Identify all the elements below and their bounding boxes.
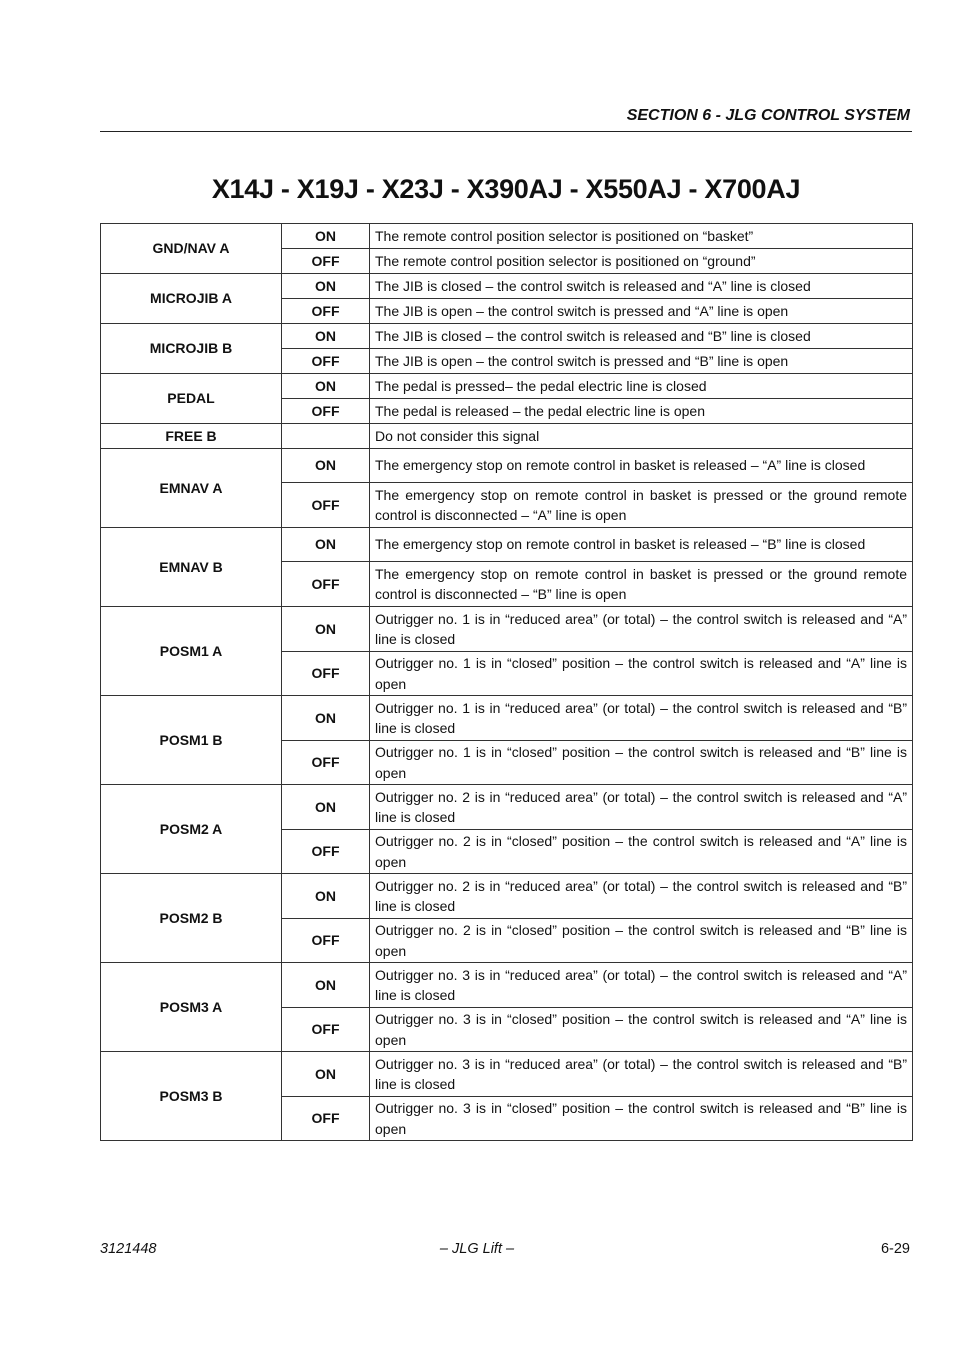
signal-name-cell: GND/NAV A — [101, 224, 282, 274]
signal-name-cell: POSM1 A — [101, 607, 282, 696]
table-row — [101, 528, 913, 562]
signal-name-cell: EMNAV B — [101, 528, 282, 607]
signal-state-cell: OFF — [282, 249, 370, 274]
signal-state-cell: ON — [282, 324, 370, 349]
signal-state-cell: OFF — [282, 483, 370, 528]
signal-state-cell: ON — [282, 785, 370, 830]
table-row — [101, 424, 913, 449]
page-header — [100, 105, 912, 132]
signal-description-cell: The remote control position selector is positioned on “basket” — [370, 224, 913, 249]
signal-state-cell: OFF — [282, 652, 370, 696]
signal-description-cell: Outrigger no. 3 is in “reduced area” (or total) – the control switch is released and “A” line is closed — [370, 963, 913, 1008]
signal-state-cell: ON — [282, 874, 370, 919]
signal-description-cell: Outrigger no. 2 is in “closed” position – the control switch is released and “B” line is open — [370, 919, 913, 963]
section-title: SECTION 6 - JLG CONTROL SYSTEM — [626, 107, 910, 124]
signal-state-cell: OFF — [282, 1097, 370, 1141]
signal-description-cell: The JIB is closed – the control switch is released and “B” line is closed — [370, 324, 913, 349]
table-row — [101, 963, 913, 1008]
signal-state-cell: OFF — [282, 919, 370, 963]
page-title: X14J - X19J - X23J - X390AJ - X550AJ - X700AJ — [211, 174, 801, 204]
signal-state-cell: ON — [282, 274, 370, 299]
signal-description-cell: Outrigger no. 1 is in “reduced area” (or total) – the control switch is released and “A” line is closed — [370, 607, 913, 652]
signal-state-cell: ON — [282, 696, 370, 741]
signal-name-cell: MICROJIB B — [101, 324, 282, 374]
signal-name-cell: POSM2 A — [101, 785, 282, 874]
signal-description-cell: Outrigger no. 1 is in “closed” position – the control switch is released and “A” line is open — [370, 652, 913, 696]
signal-description-cell: Outrigger no. 3 is in “reduced area” (or total) – the control switch is released and “B” line is closed — [370, 1052, 913, 1097]
signal-state-cell — [282, 424, 370, 449]
signal-state-cell: ON — [282, 1052, 370, 1097]
table-row — [101, 324, 913, 349]
table-row — [101, 874, 913, 919]
signal-description-cell: The emergency stop on remote control in basket is pressed or the ground remote control is disconnected – “B” line is open — [370, 562, 913, 607]
signal-description-cell: Outrigger no. 3 is in “closed” position – the control switch is released and “B” line is open — [370, 1097, 913, 1141]
signal-name-cell: FREE B — [101, 424, 282, 449]
signal-state-cell: OFF — [282, 830, 370, 874]
signal-description-cell: The pedal is pressed– the pedal electric line is closed — [370, 374, 913, 399]
signal-table — [100, 223, 913, 1141]
signal-description-cell: Outrigger no. 2 is in “reduced area” (or total) – the control switch is released and “A” line is closed — [370, 785, 913, 830]
table-row — [101, 1052, 913, 1097]
signal-state-cell: ON — [282, 374, 370, 399]
signal-description-cell: The emergency stop on remote control in basket is pressed or the ground remote control is disconnected – “A” line is open — [370, 483, 913, 528]
footer-brand: – JLG Lift – — [439, 1241, 515, 1257]
signal-table-body — [101, 224, 913, 1141]
signal-state-cell: OFF — [282, 299, 370, 324]
table-row — [101, 374, 913, 399]
signal-state-cell: ON — [282, 528, 370, 562]
table-row — [101, 449, 913, 483]
signal-description-cell: Outrigger no. 2 is in “reduced area” (or total) – the control switch is released and “B” line is closed — [370, 874, 913, 919]
signal-name-cell: EMNAV A — [101, 449, 282, 528]
signal-description-cell: The emergency stop on remote control in basket is released – “B” line is closed — [370, 528, 913, 562]
signal-description-cell: The JIB is closed – the control switch is released and “A” line is closed — [370, 274, 913, 299]
signal-state-cell: OFF — [282, 1008, 370, 1052]
signal-name-cell: MICROJIB A — [101, 274, 282, 324]
signal-state-cell: ON — [282, 224, 370, 249]
document-number: 3121448 — [100, 1241, 157, 1257]
signal-state-cell: ON — [282, 607, 370, 652]
signal-description-cell: Do not consider this signal — [370, 424, 913, 449]
signal-name-cell: POSM1 B — [101, 696, 282, 785]
table-row — [101, 607, 913, 652]
signal-name-cell: PEDAL — [101, 374, 282, 424]
table-row — [101, 785, 913, 830]
table-row — [101, 274, 913, 299]
signal-state-cell: ON — [282, 449, 370, 483]
signal-description-cell: The JIB is open – the control switch is pressed and “A” line is open — [370, 299, 913, 324]
signal-name-cell: POSM3 A — [101, 963, 282, 1052]
table-row — [101, 696, 913, 741]
signal-description-cell: The JIB is open – the control switch is pressed and “B” line is open — [370, 349, 913, 374]
signal-name-cell: POSM3 B — [101, 1052, 282, 1141]
signal-state-cell: OFF — [282, 741, 370, 785]
signal-state-cell: OFF — [282, 562, 370, 607]
signal-description-cell: Outrigger no. 1 is in “closed” position – the control switch is released and “B” line is open — [370, 741, 913, 785]
signal-name-cell: POSM2 B — [101, 874, 282, 963]
signal-description-cell: The pedal is released – the pedal electric line is open — [370, 399, 913, 424]
signal-description-cell: The emergency stop on remote control in basket is released – “A” line is closed — [370, 449, 913, 483]
signal-description-cell: Outrigger no. 3 is in “closed” position – the control switch is released and “A” line is open — [370, 1008, 913, 1052]
page-number: 6-29 — [880, 1241, 910, 1257]
signal-state-cell: OFF — [282, 399, 370, 424]
signal-state-cell: OFF — [282, 349, 370, 374]
signal-state-cell: ON — [282, 963, 370, 1008]
signal-description-cell: Outrigger no. 2 is in “closed” position – the control switch is released and “A” line is open — [370, 830, 913, 874]
signal-description-cell: The remote control position selector is positioned on “ground” — [370, 249, 913, 274]
table-row — [101, 224, 913, 249]
signal-description-cell: Outrigger no. 1 is in “reduced area” (or total) – the control switch is released and “B” line is closed — [370, 696, 913, 741]
